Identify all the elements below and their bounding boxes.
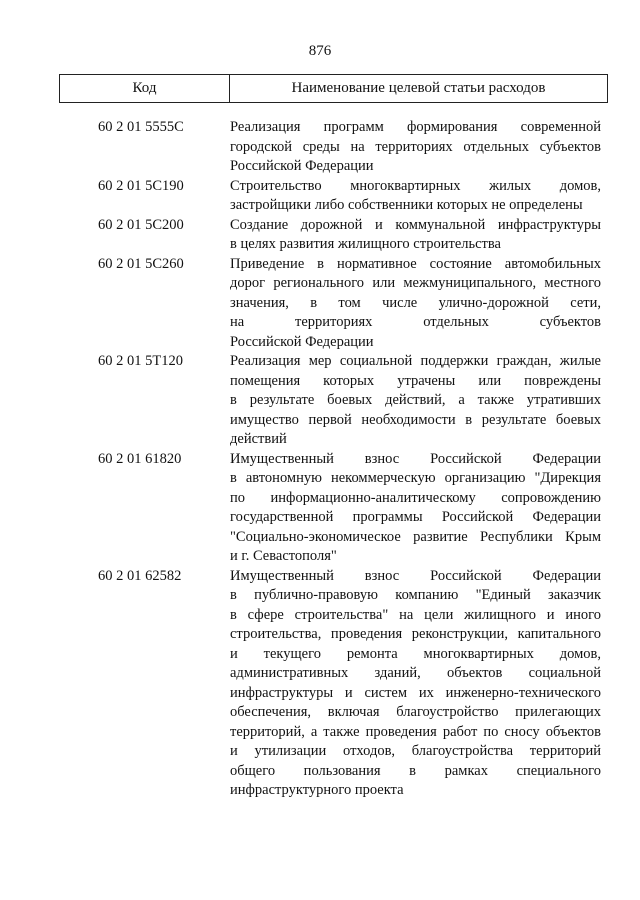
description-line: городской среды на территориях отдельных субъектов [230, 138, 601, 155]
description-line: Реализация программ формирования современной [230, 119, 601, 135]
description-line: значения, в том числе улично-дорожной сети, [230, 294, 601, 311]
budget-item-code: 60 2 01 5C190 [98, 177, 184, 194]
description-line: и г. Севастополя" [230, 548, 337, 564]
description-line: территорий, а также проведения работ по сносу объектов [230, 723, 601, 740]
budget-item-code: 60 2 01 5C260 [98, 255, 184, 272]
budget-item-row [0, 177, 640, 216]
budget-item-description [230, 118, 601, 177]
description-line: Имущественный взнос Российской Федерации [230, 450, 601, 467]
budget-item-code: 60 2 01 61820 [98, 450, 182, 467]
description-line: на территориях отдельных субъектов [230, 314, 601, 330]
budget-item-description [230, 255, 601, 353]
table-header [59, 74, 608, 103]
budget-item-row [0, 352, 640, 450]
description-line: в результате боевых действий, а также утративших [230, 392, 601, 408]
description-line: Приведение в нормативное состояние автомобильных [230, 255, 601, 272]
description-line: государственной программы Российской Федерации [230, 509, 601, 525]
description-line: Имущественный взнос Российской Федерации [230, 567, 601, 584]
description-line: дорог регионального или межмуниципального, местного [230, 275, 601, 291]
budget-item-row [0, 255, 640, 353]
description-line: в целях развития жилищного строительства [230, 236, 501, 252]
page-number: 876 [308, 43, 332, 59]
budget-item-row [0, 567, 640, 801]
budget-item-row [0, 216, 640, 255]
budget-item-code: 60 2 01 62582 [98, 567, 182, 584]
budget-item-description [230, 177, 601, 216]
description-line: и утилизации отходов, благоустройства территорий [230, 743, 601, 759]
description-line: помещения которых утрачены или повреждены [230, 372, 601, 389]
description-line: Реализация мер социальной поддержки граждан, жилые [230, 353, 601, 369]
budget-items-list [0, 118, 640, 801]
description-line: обеспечения, включая благоустройство прилегающих [230, 704, 601, 720]
code-column-header: Код [60, 75, 230, 102]
budget-item-description [230, 352, 601, 450]
description-line: имущество первой необходимости в результате боевых [230, 411, 601, 428]
description-line: общего пользования в рамках специального [230, 762, 601, 779]
description-line: инфраструктуры и систем их инженерно-технического [230, 684, 601, 701]
budget-item-code: 60 2 01 5555C [98, 119, 184, 135]
description-line: инфраструктурного проекта [230, 782, 404, 798]
description-line: Строительство многоквартирных жилых домов, [230, 177, 601, 194]
description-line: действий [230, 431, 287, 447]
description-line: в публично-правовую компанию "Единый заказчик [230, 587, 601, 603]
description-line: административных зданий, объектов социальной [230, 665, 601, 681]
description-line: "Социально-экономическое развитие Республики Крым [230, 528, 601, 545]
description-line: Российской Федерации [230, 333, 374, 350]
budget-item-code: 60 2 01 5T120 [98, 353, 183, 369]
budget-item-description [230, 567, 601, 801]
description-line: в автономную некоммерческую организацию "Дирекция [230, 470, 601, 486]
name-column-header: Наименование целевой статьи расходов [291, 80, 546, 96]
budget-item-row [0, 118, 640, 177]
description-line: Российской Федерации [230, 158, 374, 174]
budget-item-description [230, 216, 601, 255]
description-line: Создание дорожной и коммунальной инфраструктуры [230, 216, 601, 233]
description-line: строительства, проведения реконструкции, капитального [230, 626, 601, 642]
description-line: в сфере строительства" на цели жилищного и иного [230, 606, 601, 623]
budget-item-description [230, 450, 601, 567]
budget-item-row [0, 450, 640, 567]
description-line: застройщики либо собственники которых не определены [230, 197, 583, 213]
description-line: и текущего ремонта многоквартирных домов, [230, 645, 601, 662]
description-line: по информационно-аналитическому сопровождению [230, 489, 601, 506]
budget-item-code: 60 2 01 5C200 [98, 216, 184, 233]
